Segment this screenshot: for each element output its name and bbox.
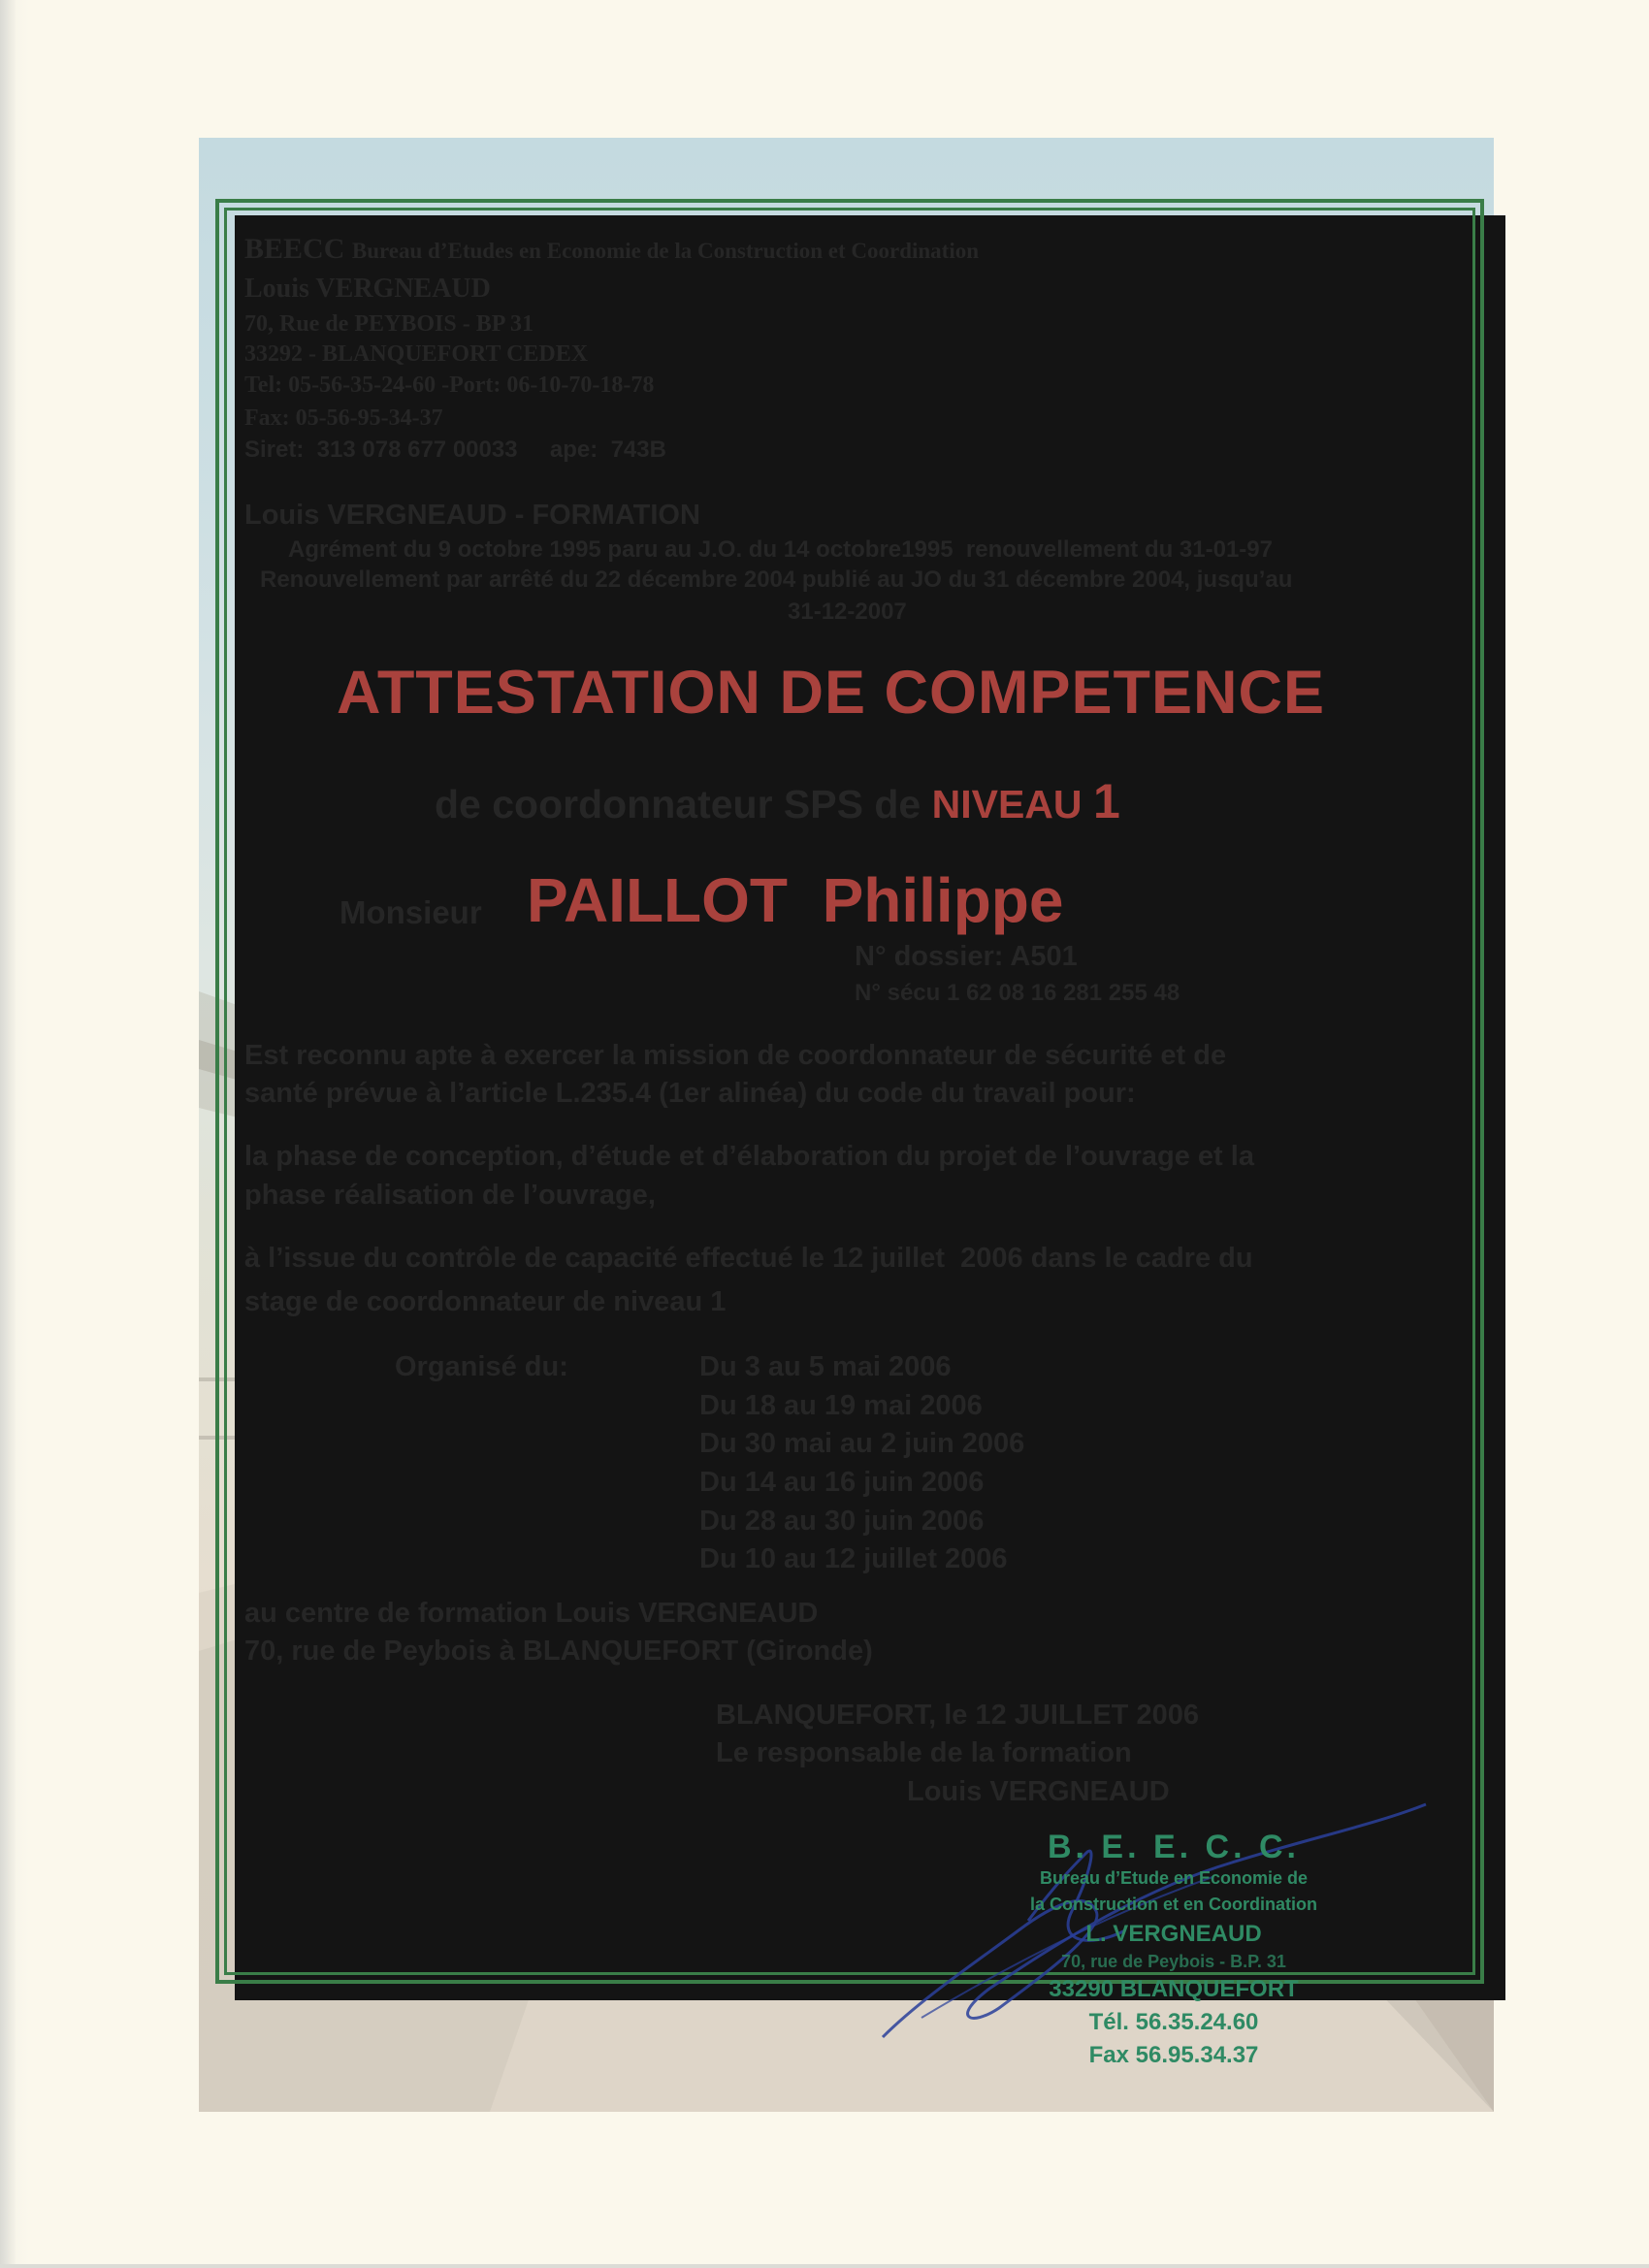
signature-role: Le responsable de la formation: [716, 1737, 1132, 1768]
subtitle-level: NIVEAU: [931, 782, 1083, 826]
scan-left-edge: [0, 0, 16, 2268]
stamp-line6: 33290 BLANQUEFORT: [1049, 1976, 1299, 2002]
stamp-line3: la Construction et en Coordination: [1030, 1895, 1317, 1914]
person-name: PAILLOT Philippe: [527, 865, 1064, 935]
body-p2-line1: la phase de conception, d’étude et d’élaboration du projet de l’ouvrage et la: [244, 1141, 1254, 1172]
stamp-line8: Fax 56.95.34.37: [1088, 2042, 1259, 2068]
stamp-line4: L. VERGNEAUD: [1085, 1921, 1262, 1947]
body-p3-line2: stage de coordonnateur de niveau 1: [244, 1286, 727, 1317]
header-siret: Siret: 313 078 677 00033 ape: 743B: [244, 437, 666, 463]
body-p1-line2: santé prévue à l’article L.235.4 (1er alinéa) du code du travail pour:: [244, 1078, 1136, 1109]
body-p2-line2: phase réalisation de l’ouvrage,: [244, 1180, 656, 1211]
org-full-name: Bureau d’Etudes en Economie de la Construction et Coordination: [351, 239, 980, 263]
header-name: Louis VERGNEAUD: [244, 274, 491, 304]
person-dossier: N° dossier: A501: [855, 941, 1078, 972]
formation-date-limit: 31-12-2007: [788, 599, 907, 625]
person-secu: N° sécu 1 62 08 16 281 255 48: [855, 980, 1180, 1006]
scan-bottom-edge: [0, 2264, 1649, 2268]
header-address2: 33292 - BLANQUEFORT CEDEX: [244, 341, 589, 367]
stamp-line7: Tél. 56.35.24.60: [1088, 2009, 1259, 2035]
header-fax: Fax: 05-56-95-34-37: [244, 405, 443, 431]
session-date: Du 3 au 5 mai 2006: [699, 1351, 952, 1382]
subtitle-prefix: de coordonnateur SPS de: [435, 782, 922, 826]
company-stamp: [1009, 1829, 1339, 2069]
session-date: Du 14 au 16 juin 2006: [699, 1467, 985, 1498]
subtitle: [435, 773, 1120, 829]
body-p3-line1: à l’issue du contrôle de capacité effectué le 12 juillet 2006 dans le cadre du: [244, 1243, 1253, 1274]
formation-title: Louis VERGNEAUD - FORMATION: [244, 500, 700, 531]
stamp-line2: Bureau d’Etude en Economie de: [1039, 1868, 1309, 1888]
session-date: Du 10 au 12 juillet 2006: [699, 1543, 1008, 1574]
stamp-line5: 70, rue de Peybois - B.P. 31: [1061, 1952, 1286, 1971]
formation-agrement: Agrément du 9 octobre 1995 paru au J.O. du 14 octobre1995 renouvellement du 31-01-97: [288, 536, 1273, 563]
header-tel: Tel: 05-56-35-24-60 -Port: 06-10-70-18-78: [244, 373, 655, 398]
header-address1: 70, Rue de PEYBOIS - BP 31: [244, 311, 534, 337]
location-line2: 70, rue de Peybois à BLANQUEFORT (Gironde): [244, 1636, 873, 1667]
stamp-line1: B. E. E. C. C.: [1047, 1829, 1301, 1865]
person-civility: Monsieur: [340, 894, 482, 930]
session-date: Du 30 mai au 2 juin 2006: [699, 1428, 1025, 1459]
session-date: Du 18 au 19 mai 2006: [699, 1390, 983, 1421]
session-date: Du 28 au 30 juin 2006: [699, 1506, 985, 1537]
signature-place-date: BLANQUEFORT, le 12 JUILLET 2006: [716, 1700, 1199, 1731]
sessions-label: Organisé du:: [395, 1351, 568, 1382]
org-acronym: BEECC: [244, 233, 345, 265]
formation-renouvellement: Renouvellement par arrêté du 22 décembre 2004 publié au JO du 31 décembre 2004, jusqu’au: [260, 567, 1293, 593]
signature-name: Louis VERGNEAUD: [907, 1776, 1170, 1807]
body-p1-line1: Est reconnu apte à exercer la mission de coordonnateur de sécurité et de: [244, 1040, 1227, 1071]
location-line1: au centre de formation Louis VERGNEAUD: [244, 1598, 819, 1629]
subtitle-level-number: 1: [1092, 774, 1120, 828]
certificate-title: ATTESTATION DE COMPETENCE: [337, 659, 1326, 727]
header-org-line: [244, 233, 979, 266]
